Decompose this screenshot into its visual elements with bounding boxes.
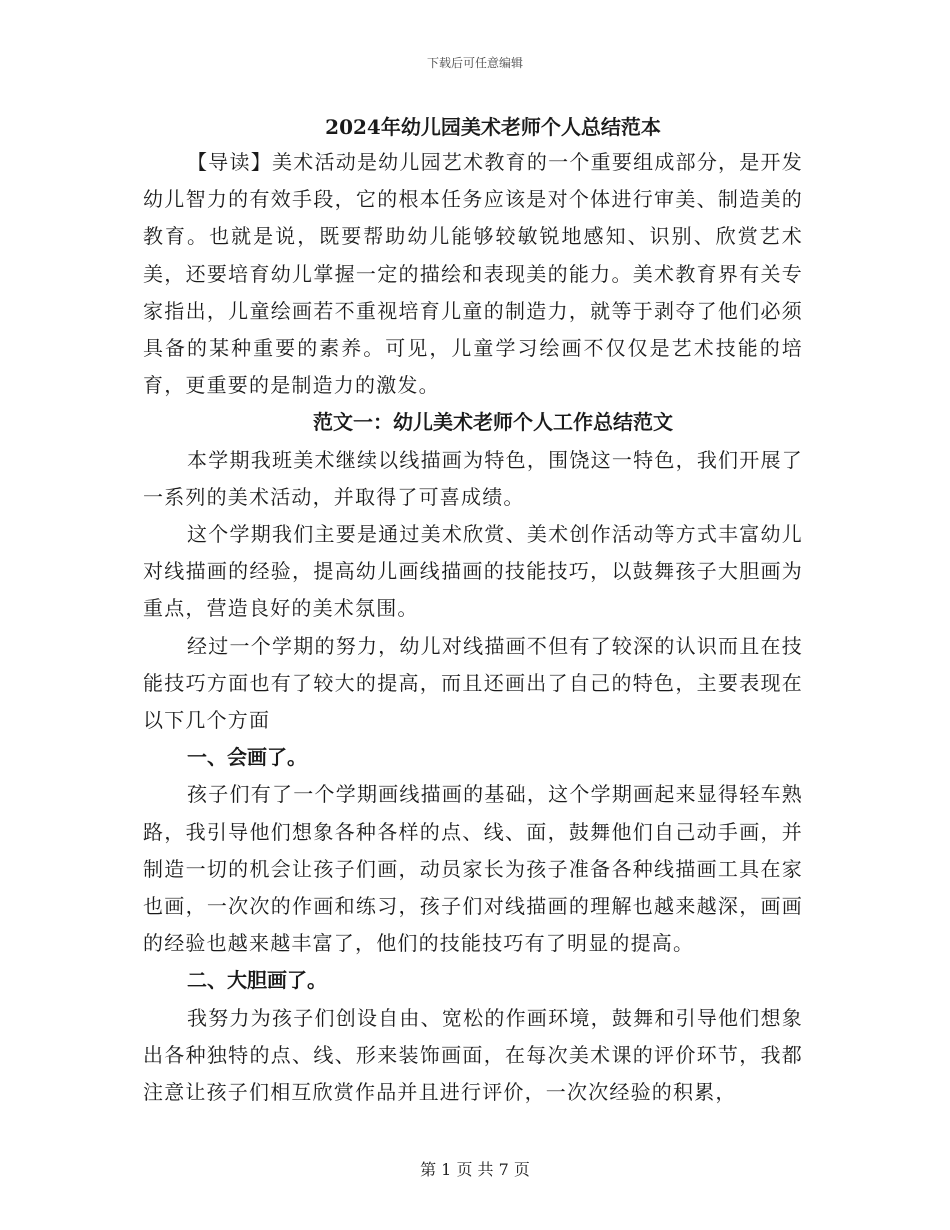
paragraph-2: 这个学期我们主要是通过美术欣赏、美术创作活动等方式丰富幼儿对线描画的经验，提高幼儿画线描画的技能技巧，以鼓舞孩子大胆画为重点，营造良好的美术氛围。: [143, 522, 803, 621]
subheading-1: 一、会画了。: [187, 745, 307, 770]
document-body: [143, 110, 803, 1111]
document-title: 2024年幼儿园美术老师个人总结范本: [325, 115, 661, 139]
section-title: 范文一：幼儿美术老师个人工作总结范文: [313, 410, 673, 435]
paragraph-3: 经过一个学期的努力，幼儿对线描画不但有了较深的认识而且在技能技巧方面也有了较大的提高，而且还画出了自己的特色，主要表现在以下几个方面: [143, 633, 803, 733]
page-number: 第 1 页 共 7 页: [420, 1160, 530, 1179]
paragraph-4: 孩子们有了一个学期画线描画的基础，这个学期画起来显得轻车熟路，我引导他们想象各种各样的点、线、面，鼓舞他们自己动手画，并制造一切的机会让孩子们画，动员家长为孩子准备各种线描画工具在家也画，一次次的作画和练习，孩子们对线描画的理解也越来越深，画画的经验也越来越丰富了，他们的技能技巧有了明显的提高。: [143, 782, 803, 956]
intro-paragraph: 【导读】美术活动是幼儿园艺术教育的一个重要组成部分，是开发幼儿智力的有效手段，它的根本任务应该是对个体进行审美、制造美的教育。也就是说，既要帮助幼儿能够较敏锐地感知、识别、欣赏艺术美，还要培育幼儿掌握一定的描绘和表现美的能力。美术教育界有关专家指出，儿童绘画若不重视培育儿童的制造力，就等于剥夺了他们必须具备的某种重要的素养。可见，儿童学习绘画不仅仅是艺术技能的培育，更重要的是制造力的激发。: [143, 150, 803, 398]
paragraph-5: 我努力为孩子们创设自由、宽松的作画环境，鼓舞和引导他们想象出各种独特的点、线、形来装饰画面，在每次美术课的评价环节，我都注意让孩子们相互欣赏作品并且进行评价，一次次经验的积累，: [143, 1005, 803, 1105]
header-note: 下载后可任意编辑: [426, 56, 523, 70]
subheading-2: 二、大胆画了。: [187, 968, 327, 993]
paragraph-1: 本学期我班美术继续以线描画为特色，围饶这一特色，我们开展了一系列的美术活动，并取得了可喜成绩。: [143, 447, 803, 509]
